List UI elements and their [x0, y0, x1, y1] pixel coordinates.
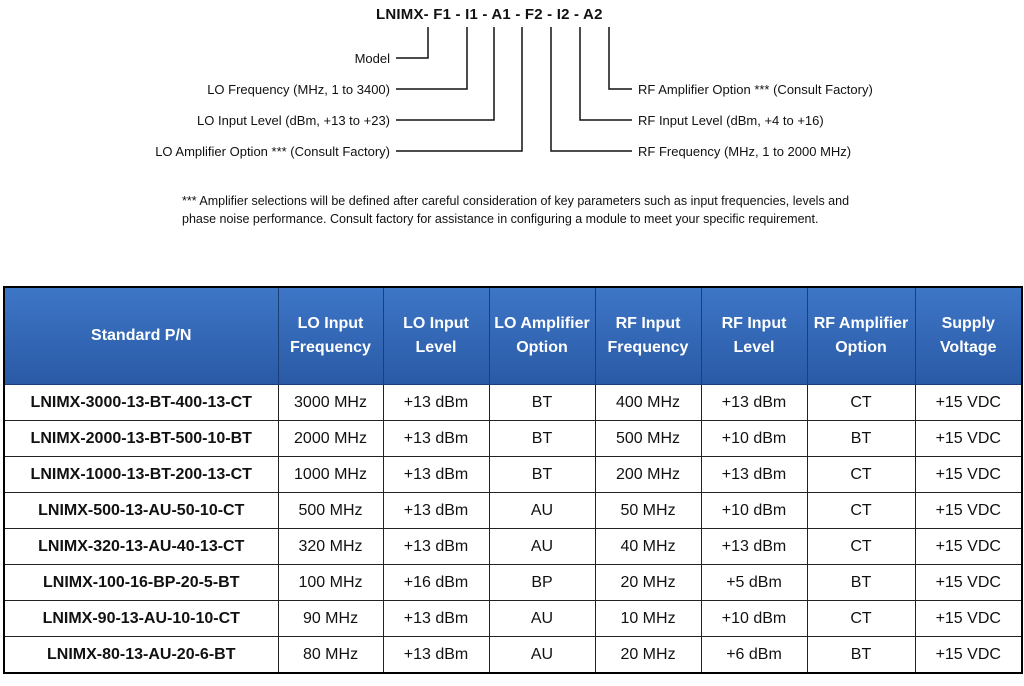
cell-rf-input-level: +13 dBm — [701, 385, 807, 421]
cell-standard-pn: LNIMX-90-13-AU-10-10-CT — [4, 601, 278, 637]
cell-rf-amplifier-option: BT — [807, 565, 915, 601]
header-rf-input-frequency: RF Input Frequency — [595, 287, 701, 385]
header-standard-pn: Standard P/N — [4, 287, 278, 385]
cell-lo-amplifier-option: BT — [489, 421, 595, 457]
table-row — [4, 637, 1022, 674]
cell-standard-pn: LNIMX-80-13-AU-20-6-BT — [4, 637, 278, 674]
cell-lo-input-frequency: 2000 MHz — [278, 421, 383, 457]
cell-standard-pn: LNIMX-320-13-AU-40-13-CT — [4, 529, 278, 565]
cell-lo-input-frequency: 80 MHz — [278, 637, 383, 674]
cell-lo-input-level: +13 dBm — [383, 457, 489, 493]
legend-model: Model — [354, 51, 390, 66]
cell-lo-input-frequency: 320 MHz — [278, 529, 383, 565]
cell-lo-input-frequency: 90 MHz — [278, 601, 383, 637]
cell-supply-voltage: +15 VDC — [915, 565, 1022, 601]
cell-lo-amplifier-option: AU — [489, 601, 595, 637]
cell-supply-voltage: +15 VDC — [915, 457, 1022, 493]
header-lo-amplifier-option: LO Amplifier Option — [489, 287, 595, 385]
cell-lo-amplifier-option: BT — [489, 457, 595, 493]
part-number-format: LNIMX- F1 - I1 - A1 - F2 - I2 - A2 — [376, 6, 603, 23]
cell-rf-input-frequency: 20 MHz — [595, 637, 701, 674]
pn-segment-a2: A2 — [583, 6, 603, 23]
cell-lo-input-frequency: 1000 MHz — [278, 457, 383, 493]
cell-rf-input-frequency: 40 MHz — [595, 529, 701, 565]
cell-lo-amplifier-option: AU — [489, 529, 595, 565]
header-rf-amplifier-option: RF Amplifier Option — [807, 287, 915, 385]
legend-rf-frequency: RF Frequency (MHz, 1 to 2000 MHz) — [638, 144, 852, 159]
cell-rf-input-level: +10 dBm — [701, 493, 807, 529]
table-header-row — [4, 287, 1022, 385]
cell-rf-input-frequency: 10 MHz — [595, 601, 701, 637]
cell-rf-amplifier-option: BT — [807, 421, 915, 457]
table-row — [4, 493, 1022, 529]
cell-standard-pn: LNIMX-3000-13-BT-400-13-CT — [4, 385, 278, 421]
cell-rf-amplifier-option: BT — [807, 637, 915, 674]
cell-lo-amplifier-option: AU — [489, 637, 595, 674]
legend-lo-frequency: LO Frequency (MHz, 1 to 3400) — [207, 82, 390, 97]
cell-supply-voltage: +15 VDC — [915, 421, 1022, 457]
cell-rf-input-level: +10 dBm — [701, 421, 807, 457]
cell-lo-input-frequency: 100 MHz — [278, 565, 383, 601]
header-supply-voltage: Supply Voltage — [915, 287, 1022, 385]
cell-lo-input-frequency: 3000 MHz — [278, 385, 383, 421]
table-row — [4, 601, 1022, 637]
cell-standard-pn: LNIMX-100-16-BP-20-5-BT — [4, 565, 278, 601]
cell-supply-voltage: +15 VDC — [915, 493, 1022, 529]
cell-supply-voltage: +15 VDC — [915, 385, 1022, 421]
legend-lo-amplifier: LO Amplifier Option *** (Consult Factory) — [155, 144, 390, 159]
pn-segment-i1: I1 — [465, 6, 478, 23]
cell-rf-input-level: +13 dBm — [701, 529, 807, 565]
cell-lo-amplifier-option: BT — [489, 385, 595, 421]
cell-rf-amplifier-option: CT — [807, 493, 915, 529]
cell-lo-input-level: +13 dBm — [383, 493, 489, 529]
legend-lo-input-level: LO Input Level (dBm, +13 to +23) — [197, 113, 390, 128]
cell-rf-amplifier-option: CT — [807, 385, 915, 421]
cell-lo-input-level: +13 dBm — [383, 529, 489, 565]
pn-segment-a1: A1 — [491, 6, 511, 23]
cell-lo-input-level: +13 dBm — [383, 421, 489, 457]
legend-rf-input-level: RF Input Level (dBm, +4 to +16) — [638, 113, 824, 128]
cell-rf-input-frequency: 500 MHz — [595, 421, 701, 457]
cell-standard-pn: LNIMX-500-13-AU-50-10-CT — [4, 493, 278, 529]
cell-lo-input-level: +13 dBm — [383, 601, 489, 637]
table-row — [4, 565, 1022, 601]
header-lo-input-level: LO Input Level — [383, 287, 489, 385]
pn-segment-f1: F1 — [433, 6, 452, 23]
cell-rf-input-frequency: 50 MHz — [595, 493, 701, 529]
legend-rf-amplifier: RF Amplifier Option *** (Consult Factory) — [638, 82, 873, 97]
cell-rf-input-level: +5 dBm — [701, 565, 807, 601]
cell-lo-input-level: +13 dBm — [383, 637, 489, 674]
cell-lo-input-level: +13 dBm — [383, 385, 489, 421]
part-number-diagram — [0, 0, 1024, 180]
pn-segment-i2: I2 — [556, 6, 570, 23]
cell-rf-amplifier-option: CT — [807, 529, 915, 565]
table-row — [4, 421, 1022, 457]
cell-supply-voltage: +15 VDC — [915, 601, 1022, 637]
table-row — [4, 529, 1022, 565]
cell-rf-input-frequency: 200 MHz — [595, 457, 701, 493]
cell-lo-amplifier-option: AU — [489, 493, 595, 529]
cell-lo-input-frequency: 500 MHz — [278, 493, 383, 529]
cell-supply-voltage: +15 VDC — [915, 637, 1022, 674]
header-lo-input-frequency: LO Input Frequency — [278, 287, 383, 385]
cell-rf-input-level: +10 dBm — [701, 601, 807, 637]
pn-prefix: LNIMX- — [376, 6, 429, 23]
cell-rf-amplifier-option: CT — [807, 457, 915, 493]
cell-rf-input-frequency: 20 MHz — [595, 565, 701, 601]
cell-rf-amplifier-option: CT — [807, 601, 915, 637]
standard-parts-table-container — [3, 286, 1021, 674]
pn-segment-f2: F2 — [524, 6, 543, 23]
cell-rf-input-level: +6 dBm — [701, 637, 807, 674]
cell-lo-input-level: +16 dBm — [383, 565, 489, 601]
table-row — [4, 457, 1022, 493]
standard-parts-table — [3, 286, 1023, 674]
cell-supply-voltage: +15 VDC — [915, 529, 1022, 565]
cell-rf-input-level: +13 dBm — [701, 457, 807, 493]
cell-rf-input-frequency: 400 MHz — [595, 385, 701, 421]
cell-standard-pn: LNIMX-2000-13-BT-500-10-BT — [4, 421, 278, 457]
amplifier-footnote: *** Amplifier selections will be defined after careful consideration of key parameters such as input frequencies, levels and phase noise performance. Consult factory for assistance in configuring a module to meet your specific requirement. — [182, 194, 850, 226]
table-row — [4, 385, 1022, 421]
header-rf-input-level: RF Input Level — [701, 287, 807, 385]
cell-standard-pn: LNIMX-1000-13-BT-200-13-CT — [4, 457, 278, 493]
cell-lo-amplifier-option: BP — [489, 565, 595, 601]
